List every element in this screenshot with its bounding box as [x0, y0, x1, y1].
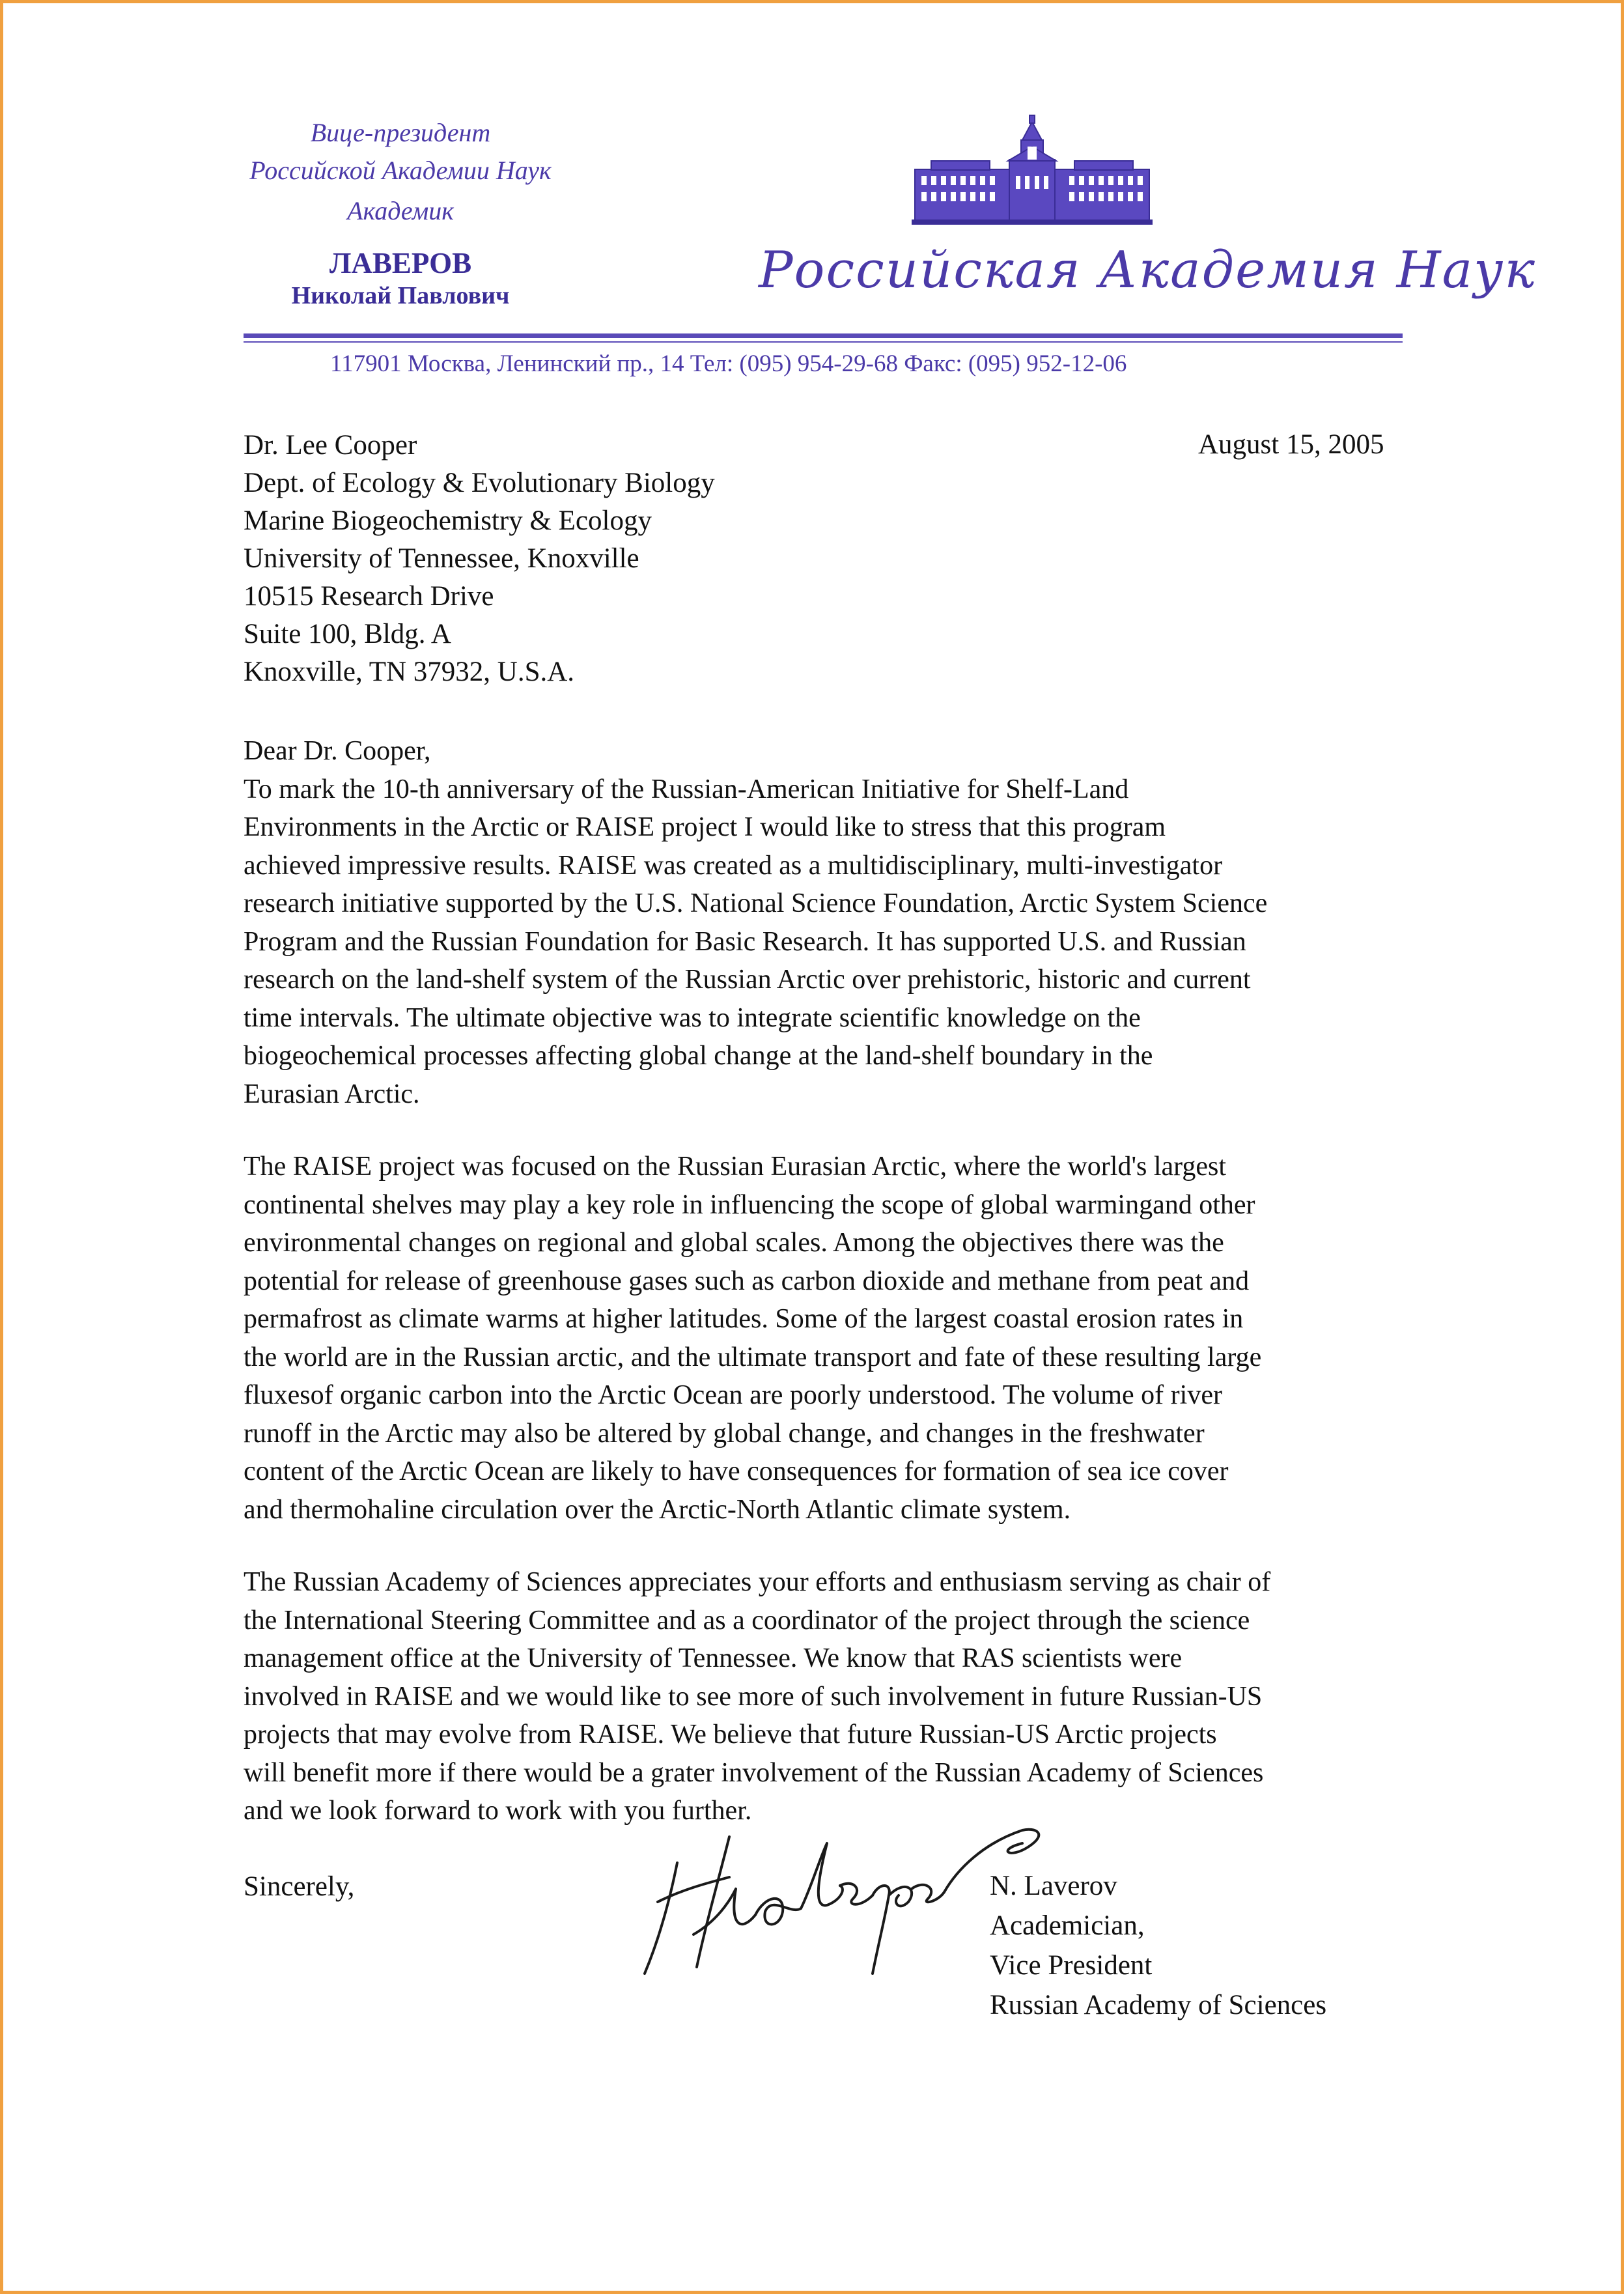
paragraph-line: Environments in the Arctic or RAISE project I would like to stress that this program: [244, 812, 1166, 842]
signatory-title: Academician,: [990, 1910, 1145, 1941]
academy-script-logo: Российская Академия Наук: [759, 241, 1536, 300]
paragraph-line: content of the Arctic Ocean are likely to have consequences for formation of sea ice cover: [244, 1456, 1229, 1486]
recipient-line: Dr. Lee Cooper: [244, 430, 417, 460]
paragraph-line: continental shelves may play a key role in influencing the scope of global warmingand other: [244, 1189, 1255, 1220]
paragraph-line: time intervals. The ultimate objective was to integrate scientific knowledge on the: [244, 1002, 1141, 1033]
paragraph-line: The RAISE project was focused on the Russian Eurasian Arctic, where the world's largest: [244, 1152, 1227, 1182]
paragraph-line: will benefit more if there would be a grater involvement of the Russian Academy of Sciences: [244, 1757, 1264, 1788]
paragraph-line: research initiative supported by the U.S. National Science Foundation, Arctic System Science: [244, 888, 1268, 918]
closing: Sincerely,: [244, 1871, 355, 1902]
letterhead-given-names: Николай Павлович: [291, 282, 510, 309]
academy-building-logo: [912, 114, 1153, 231]
paragraph-2: [244, 1148, 1435, 1529]
recipient-line: Suite 100, Bldg. A: [244, 619, 451, 649]
signatory-name: N. Laverov: [990, 1871, 1117, 1901]
letter-date: August 15, 2005: [1198, 429, 1384, 460]
recipient-line: Knoxville, TN 37932, U.S.A.: [244, 657, 575, 687]
letterhead-rule-thin: [244, 341, 1403, 343]
paragraph-line: projects that may evolve from RAISE. We believe that future Russian-US Arctic projects: [244, 1720, 1217, 1749]
paragraph-3: [244, 1563, 1435, 1830]
recipient-line: 10515 Research Drive: [244, 581, 494, 612]
paragraph-line: The Russian Academy of Sciences appreciates your efforts and enthusiasm serving as chair of: [244, 1567, 1271, 1597]
paragraph-line: the world are in the Russian arctic, and the ultimate transport and fate of these resulting large: [244, 1342, 1262, 1372]
paragraph-line: Eurasian Arctic.: [244, 1079, 420, 1109]
salutation: Dear Dr. Cooper,: [244, 736, 431, 766]
letterhead-address: 117901 Москва, Ленинский пр., 14 Тел: (095) 954-29-68 Факс: (095) 952-12-06: [330, 350, 1127, 377]
paragraph-line: biogeochemical processes affecting global change at the land-shelf boundary in the: [244, 1041, 1153, 1071]
signatory-block: [990, 1866, 1326, 2025]
paragraph-line: potential for release of greenhouse gases such as carbon dioxide and methane from peat and: [244, 1266, 1250, 1296]
letterhead-surname: ЛАВЕРОВ: [329, 247, 472, 279]
signatory-position: Vice President: [990, 1950, 1153, 1981]
paragraph-line: runoff in the Arctic may also be altered by global change, and changes in the freshwater: [244, 1418, 1205, 1449]
paragraph-1: [244, 732, 1435, 1113]
paragraph-line: achieved impressive results. RAISE was created as a multidisciplinary, multi-investigator: [244, 850, 1223, 881]
letterhead-rule-thick: [244, 333, 1403, 338]
paragraph-line: research on the land-shelf system of the Russian Arctic over prehistoric, historic and current: [244, 965, 1251, 995]
recipient-line: University of Tennessee, Knoxville: [244, 543, 639, 574]
paragraph-line: To mark the 10-th anniversary of the Russian-American Initiative for Shelf-Land: [244, 774, 1129, 804]
recipient-address: [244, 427, 715, 691]
paragraph-line: the International Steering Committee and as a coordinator of the project through the science: [244, 1605, 1250, 1636]
signatory-organization: Russian Academy of Sciences: [990, 1990, 1327, 2020]
letterhead-title-line-2: Российской Академии Наук: [249, 156, 552, 185]
recipient-line: Dept. of Ecology & Evolutionary Biology: [244, 468, 715, 498]
paragraph-line: involved in RAISE and we would like to see more of such involvement in future Russian-US: [244, 1681, 1263, 1712]
paragraph-line: Program and the Russian Foundation for Basic Research. It has supported U.S. and Russian: [244, 926, 1246, 957]
letterhead-title-line-3: Академик: [347, 196, 454, 225]
paragraph-line: and we look forward to work with you further.: [244, 1796, 752, 1826]
paragraph-line: environmental changes on regional and global scales. Among the objectives there was the: [244, 1228, 1224, 1258]
paragraph-line: and thermohaline circulation over the Arctic-North Atlantic climate system.: [244, 1494, 1071, 1525]
letterhead-title-line-1: Вице-президент: [310, 118, 491, 147]
recipient-line: Marine Biogeochemistry & Ecology: [244, 505, 652, 536]
paragraph-line: permafrost as climate warms at higher latitudes. Some of the largest coastal erosion rates in: [244, 1304, 1244, 1334]
paragraph-line: fluxesof organic carbon into the Arctic Ocean are poorly understood. The volume of river: [244, 1380, 1222, 1410]
paragraph-line: management office at the University of Tennessee. We know that RAS scientists were: [244, 1643, 1183, 1673]
